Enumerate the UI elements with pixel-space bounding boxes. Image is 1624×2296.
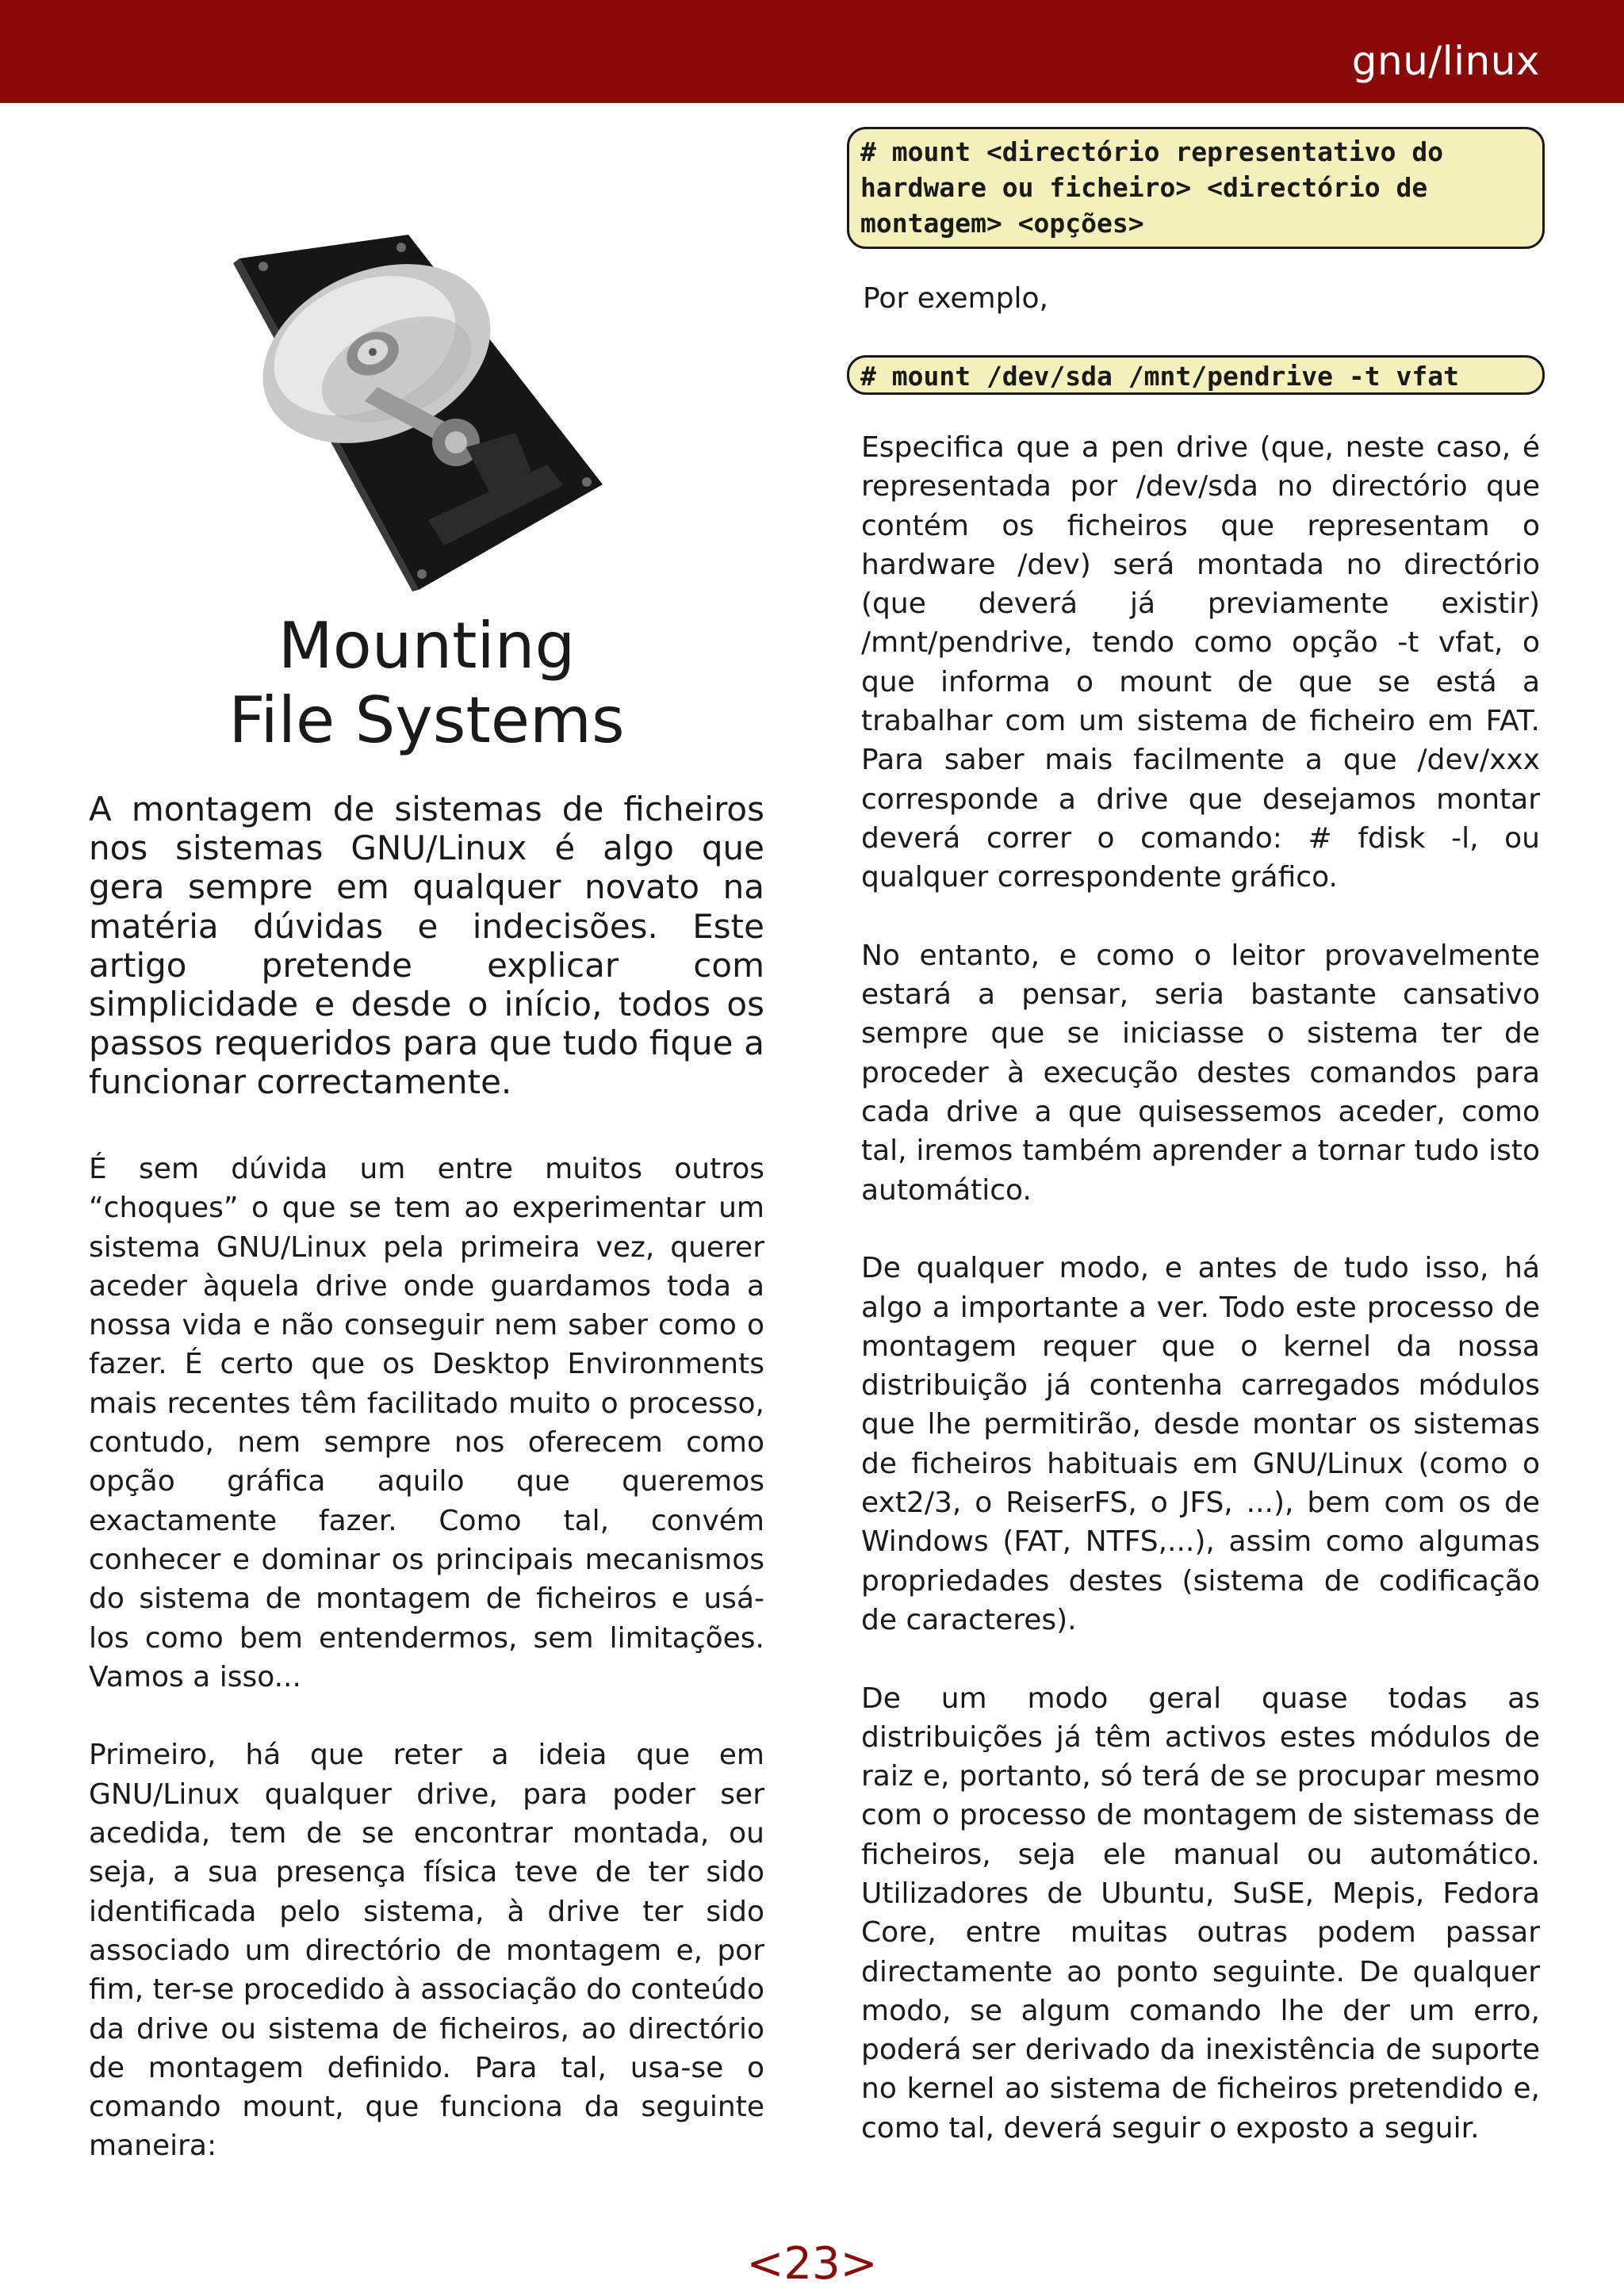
screw <box>259 262 268 271</box>
article-title <box>87 609 766 758</box>
left-column <box>89 1150 764 2166</box>
example-label: Por exemplo, <box>863 282 1048 315</box>
screw <box>582 477 592 487</box>
title-line: Mounting <box>278 609 576 683</box>
section-label: gnu/linux <box>1351 38 1540 84</box>
paragraph: Primeiro, há que reter a ideia que em GNU/Linux qualquer drive, para poder ser acedida, tem de se encontrar montada, ou seja, a sua presença física teve de ter sido identificada pelo sistema, à drive ter sido associado um directório de montagem e, por fim, ter-se procedido à associação do conteúdo da drive ou sistema de ficheiros, ao directório de montagem definido. Para tal, usa-se o comando mount, que funciona da seguinte maneira: <box>89 1739 764 2163</box>
intro-paragraph: A montagem de sistemas de ficheiros nos sistemas GNU/Linux é algo que gera sempre em qualquer novato na matéria dúvidas e indecisões. Este artigo pretende explicar com simplicidade e desde o início, todos os passos requeridos para que tudo fique a funcionar correctamente. <box>89 790 764 1102</box>
screw <box>417 569 427 579</box>
actuator-pivot-cap <box>445 431 467 453</box>
paragraph: De qualquer modo, e antes de tudo isso, há algo a importante a ver. Todo este processo de montagem requer que o kernel da nossa distribuição já contenha carregados módulos que lhe permitirão, desde montar os sistemas de ficheiros habituais em GNU/Linux (como o ext2/3, o ReiserFS, o JFS, ...), bem com os de Windows (FAT, NTFS,...), assim como algumas propriedades destes (sistema de codificação de caracteres). <box>861 1252 1540 1636</box>
paragraph: No entanto, e como o leitor provavelmente estará a pensar, seria bastante cansativo sempre que se iniciasse o sistema ter de proceder à execução destes comandos para cada drive a que quisessemos aceder, como tal, iremos também aprender a tornar tudo isto automático. <box>861 939 1540 1207</box>
paragraph: É sem dúvida um entre muitos outros “choques” o que se tem ao experimentar um sistema GNU/Linux pela primeira vez, querer aceder àquela drive onde guardamos toda a nossa vida e não conseguir nem saber como o fazer. É certo que os Desktop Environments mais recentes têm facilitado muito o processo, contudo, nem sempre nos oferecem como opção gráfica aquilo que queremos exactamente fazer. Como tal, convém conhecer e dominar os principais mecanismos do sistema de montagem de ficheiros e usá-los como bem entendermos, sem limitações. Vamos a isso... <box>89 1153 764 1693</box>
title-line: File Systems <box>228 683 625 757</box>
spindle-center <box>369 348 377 356</box>
paragraph: Especifica que a pen drive (que, neste caso, é representada por /dev/sda no directório que contém os ficheiros que representam o hardware /dev) será montada no directório (que deverá já previamente existir) /mnt/pendrive, tendo como opção -t vfat, o que informa o mount de que se está a trabalhar com um sistema de ficheiro em FAT. Para saber mais facilmente a que /dev/xxx corresponde a drive que desejamos montar deverá correr o comando: # fdisk -l, ou qualquer correspondente gráfico. <box>861 431 1540 894</box>
hard-drive-icon <box>214 235 611 591</box>
code-block-example: # mount /dev/sda /mnt/pendrive -t vfat <box>847 355 1545 395</box>
right-column <box>861 428 1540 2148</box>
paragraph: De um modo geral quase todas as distribuições já têm activos estes módulos de raiz e, portanto, só terá de se procupar mesmo com o processo de montagem de sistemass de ficheiros, seja ele manual ou automático. Utilizadores de Ubuntu, SuSE, Mepis, Fedora Core, entre muitas outras podem passar directamente ao ponto seguinte. De qualquer modo, se algum comando lhe der um erro, poderá ser derivado da inexistência de suporte no kernel ao sistema de ficheiros pretendido e, como tal, deverá seguir o exposto a seguir. <box>861 1682 1540 2145</box>
page-number: <23> <box>746 2238 878 2290</box>
code-block-syntax: # mount <directório representativo do hardware ou ficheiro> <directório de montagem> <opções> <box>847 127 1545 249</box>
screw <box>396 243 406 252</box>
